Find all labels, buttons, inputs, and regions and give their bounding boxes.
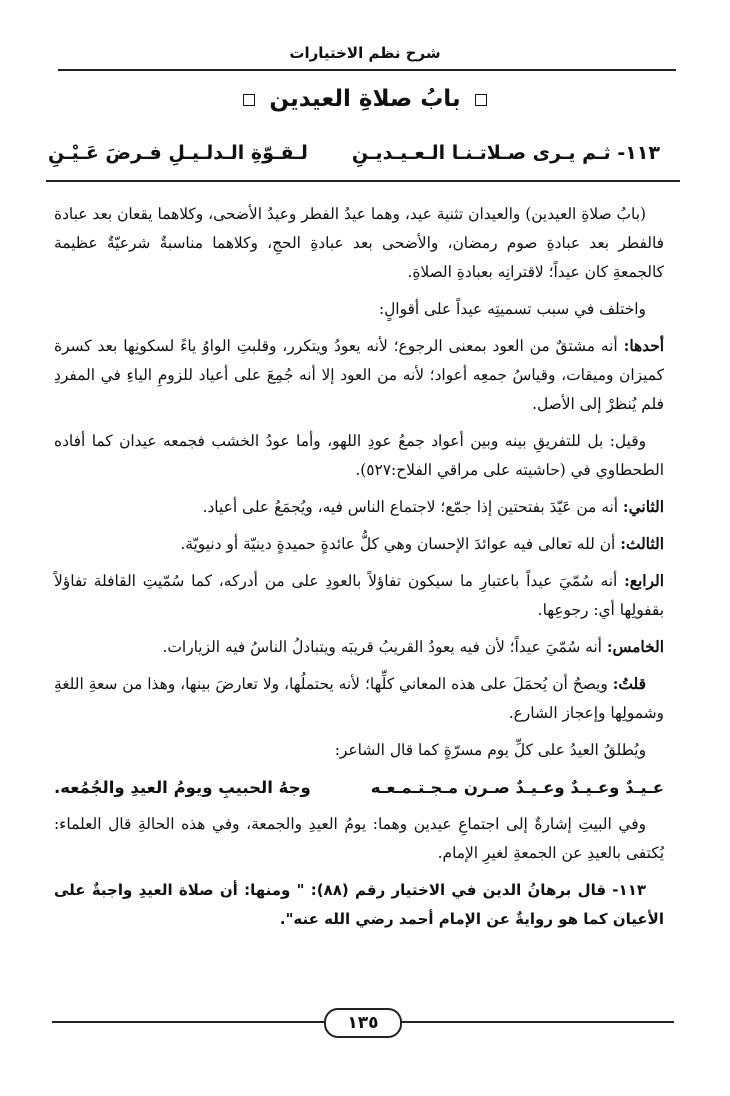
paragraph-text: أن لله تعالى فيه عوائدَ الإحسان وهي كلُّ عائدةٍ حميدةٍ دينيّة أو دنيويّة. xyxy=(180,535,621,553)
paragraph-text: أنه سُمّيَ عيداً باعتبارِ ما سيكون تفاؤلاً بالعودِ على من أدركه، كما سُمّيتِ القافلة تفاؤلاً بقفولِها أي: رجوعِها. xyxy=(54,572,664,619)
verse-first-half xyxy=(352,142,660,164)
square-bullet-icon xyxy=(243,94,255,106)
paragraph-lead: الثاني: xyxy=(622,498,664,516)
commentary-body xyxy=(54,200,664,942)
page-number: ١٣٥ xyxy=(324,1008,402,1038)
paragraph-text: ويُطلقُ العيدُ على كلِّ يوم مسرّةٍ كما قال الشاعر: xyxy=(334,741,646,759)
paragraph xyxy=(54,332,664,419)
verse-number: ١١٣- xyxy=(617,142,660,164)
verse-second-half: لـقـوّةِ الـدلـيـلِ فـرضَ عَـيْـنِ xyxy=(48,142,308,164)
page-footer xyxy=(52,1008,674,1036)
paragraph-lead: الرابع: xyxy=(624,572,664,590)
verse-line xyxy=(48,142,660,164)
verse-first-half-text: ثـم يـرى صـلاتـنـا الـعـيـديـنِ xyxy=(351,142,611,164)
header-rule xyxy=(58,69,676,71)
verse-rule xyxy=(46,180,680,182)
paragraph xyxy=(54,427,664,485)
paragraph xyxy=(54,200,664,287)
paragraph-text: ويصحُ أن يُحمَلَ على هذه المعاني كلِّها؛ لأنه يحتملُها، ولا تعارضَ بينها، وهذا من سعةِ اللغةِ وشمولِها وإعجاز الشارع. xyxy=(54,675,664,722)
paragraph xyxy=(54,295,664,324)
paragraph-text: وفي البيتِ إشارةٌ إلى اجتماعِ عيدين وهما: يومُ العيدِ والجمعة، وفي هذه الحالةِ قال العلماء: يُكتفى بالعيدِ عن الجمعةِ لغيرِ الإمام. xyxy=(54,815,664,862)
poem-first-half: عـيـدٌ وعـيـدٌ وعـيـدٌ صـرن مـجـتـمـعـه xyxy=(370,778,664,797)
paragraph xyxy=(54,530,664,559)
paragraph-text: أنه من عَيّدَ بفتحتين إذا جمّع؛ لاجتماع الناس فيه، ويُجمَعُ على أعياد. xyxy=(202,498,623,516)
paragraph xyxy=(54,810,664,868)
paragraph-text: واختلف في سبب تسميتِه عيداً على أقوالٍ: xyxy=(378,300,646,318)
poem-line xyxy=(54,773,664,802)
running-title: شرح نظم الاختيارات xyxy=(289,44,441,62)
paragraph-text: (بابُ صلاةِ العيدين) والعيدان تثنية عيد، وهما عيدُ الفطر وعيدُ الأضحى، وكلاهما يقعان بعد عبادة فالفطر بعد عبادةِ صوم رمضان، والأضحى بعد عبادةِ الحجِ، وكلاهما مناسبةٌ شرعيّةٌ عظيمة كالجمعةِ كان عيداً؛ لاقترانِه بعبادةِ الصلاةِ. xyxy=(54,205,664,281)
square-bullet-icon xyxy=(475,94,487,106)
paragraph-lead: الخامس: xyxy=(606,638,664,656)
paragraph-text: أنه مشتقٌ من العود بمعنى الرجوع؛ لأنه يعودُ ويتكرر، وقلبتِ الواوُ ياءً لسكونِها بعد كسرة كميزان وميقات، وقياسُ جمعِه أعواد؛ لأنه من العود إلا أنه جُمِعَ على أعياد للزومِ الياءِ في المفردِ فلم يُنظرْ إلى الأصل. xyxy=(54,337,664,413)
chapter-title: بابُ صلاةِ العيدين xyxy=(269,86,461,112)
paragraph-lead: قلتُ: xyxy=(612,675,646,693)
chapter-heading xyxy=(0,86,730,112)
paragraph-text: وقيل: بل للتفريقِ بينه وبين أعواد جمعُ عودِ اللهو، وأما عودُ الخشب فجمعه عيدان كما أفاده الطحطاوي في (حاشيته على مراقي الفلاح:٥٢٧). xyxy=(54,432,664,479)
paragraph xyxy=(54,493,664,522)
paragraph-lead: الثالث: xyxy=(620,535,664,553)
paragraph xyxy=(54,633,664,662)
paragraph-lead: أحدها: xyxy=(623,337,664,355)
poem-second-half: وجهُ الحبيبِ ويومُ العيدِ والجُمُعه. xyxy=(54,778,311,797)
paragraph xyxy=(54,670,664,728)
paragraph xyxy=(54,567,664,625)
footnote: ١١٣- قال برهانُ الدين في الاختيار رقم (٨٨): " ومنها: أن صلاة العيدِ واجبةٌ على الأعيان كما هو روايةٌ عن الإمام أحمد رضي الله عنه". xyxy=(54,881,664,928)
paragraph-text: أنه سُمّيَ عيداً؛ لأن فيه يعودُ القريبُ قريبَه ويتبادلُ الناسُ فيه الزيارات. xyxy=(162,638,607,656)
paragraph xyxy=(54,736,664,765)
